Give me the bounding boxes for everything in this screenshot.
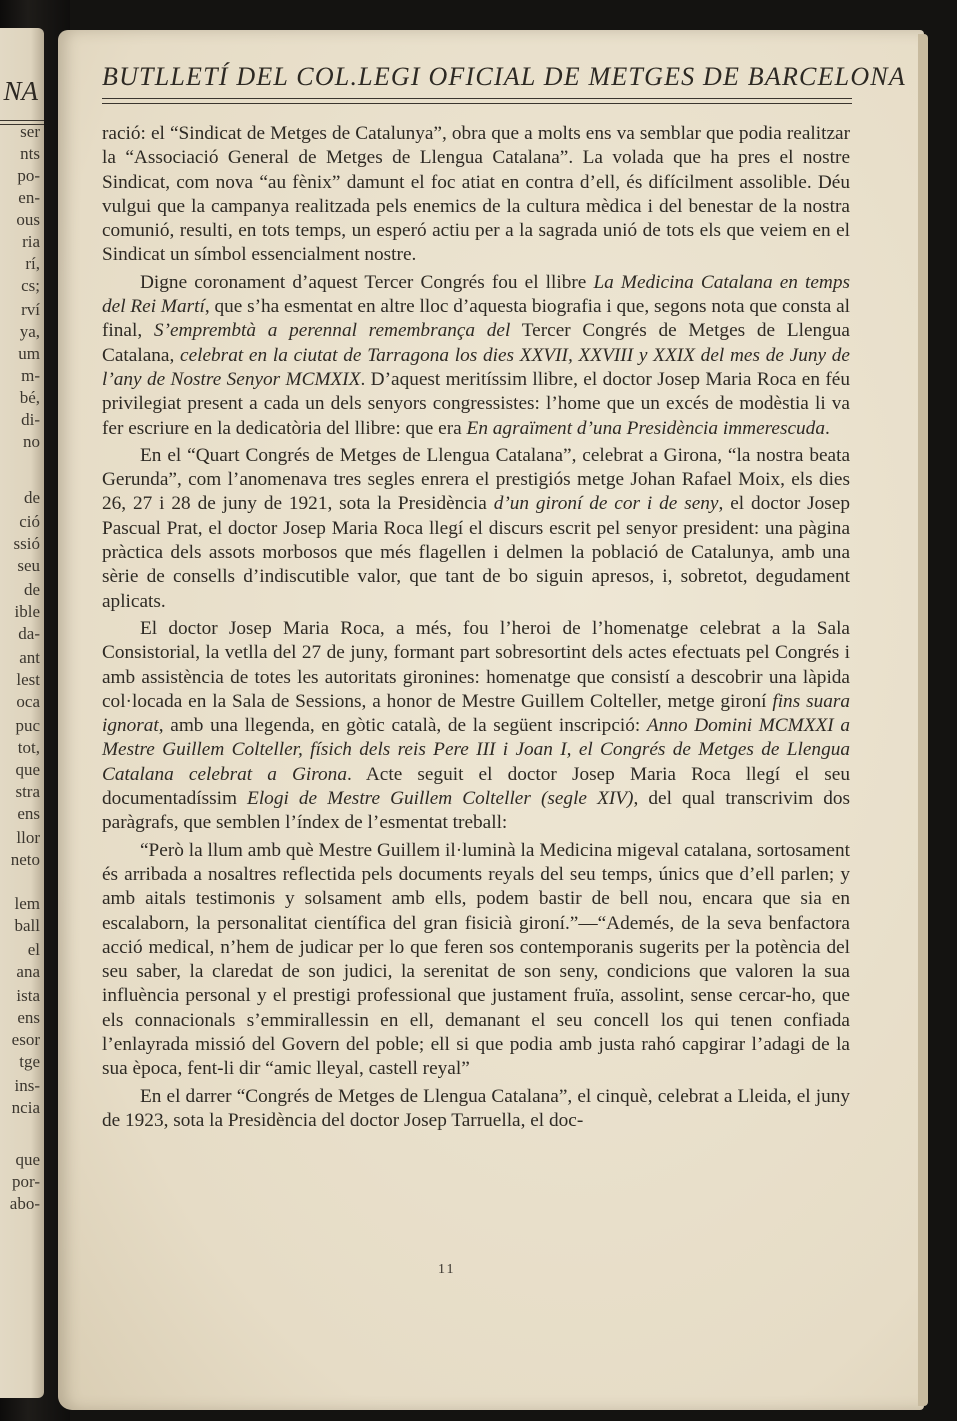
paragraph-3: En el “Quart Congrés de Metges de Llengua Catalana”, celebrat a Girona, “la nostra beata Gerunda”, com l’anomenava tres segles enrera el prestigiós metge Johan Rafael Moix, els dies 26, 27 i 28 de juny de 1921, sota la Presidència d’un gironí de cor i de seny, el doctor Josep Pascual Prat, el doctor Josep Maria Roca llegí el discurs escrit pel senyor president: una pàgina pràctica dels assots morbosos que més flagellen i delmen la població de Catalunya, amb una sèrie de consells d’indiscutible valor, que tant de bo siguin apresos, i, sobretot, degudament aplicats. (102, 444, 850, 612)
left-page-fragment: ible (14, 602, 40, 621)
left-page-fragment: ball (14, 916, 40, 935)
page-edge (918, 34, 928, 1406)
left-page-fragment: rí, (25, 254, 40, 273)
left-page-fragment: ant (19, 648, 40, 667)
left-page-fragment: lest (16, 670, 40, 689)
left-page-fragment: ció (19, 512, 40, 531)
left-page-fragment: po- (17, 166, 40, 185)
paragraph-5: “Però la llum amb què Mestre Guillem il·luminà la Medicina migeval catalana, sortosament és arribada a nosaltres reflectida pels documents reyals del seu temps, únics que d’ell parlen; y amb aitals testimonis y solsament amb ells, podem bastir de bell nou, encara que sia en escalaborn, la personalitat científica del gran fisicià gironí.”—“Ademés, de la seva benfactora acció medical, n’hem de judicar per lo que feren sos contemporanis sugerits per la potència del seu saber, la claredat de son judici, la serenitat de son seny, condicions que valoren la sua influència personal y el prestigi professional que justament fruïa, assolint, sense cercar-ho, que els connacionals s’emmirallessin en ell, demanant el seu concell los qui tenen confiada l’enlayrada missió del Govern del poble; ell si que podia amb justa rahó capgirar l’adagi de la sua època, fent-li dir “amic lleyal, castell reyal” (102, 839, 850, 1080)
left-page-fragment: ser (20, 122, 40, 141)
header-rule (102, 98, 852, 104)
left-page-fragment: m- (21, 366, 40, 385)
left-page-fragment: abo- (9, 1194, 40, 1213)
left-page-fragment: ana (16, 962, 40, 981)
left-page-fragment: el (27, 940, 40, 959)
left-page-fragment: bé, (19, 388, 40, 407)
paragraph-4: El doctor Josep Maria Roca, a més, fou l’heroi de l’homenatge celebrat a la Sala Consistorial, la vetlla del 27 de juny, formant part sobresortint dels actes efectuats pel Congrés i amb assistència de totes les autoritats gironines: homenatge que consistí a descobrir una làpida col·locada en la Sala de Sessions, a honor de Mestre Guillem Colteller, metge gironí fins suara ignorat, amb una llegenda, en gòtic català, de la següent inscripció: Anno Domini MCMXXI a Mestre Guillem Colteller, físich dels reis Pere III i Joan I, el Congrés de Metges de Llengua Catalana celebrat a Girona. Acte seguit el doctor Josep Maria Roca llegí el seu documentadíssim Elogi de Mestre Guillem Colteller (segle XIV), del qual transcrivim dos paràgrafs, que semblen l’índex de l’esmentat treball: (102, 617, 851, 834)
left-page-fragment: rví (21, 300, 40, 319)
left-page-fragment: no (23, 432, 40, 451)
left-page-fragment: de (23, 488, 40, 507)
left-page-fragment: ens (17, 804, 40, 823)
left-page-fragment: tot, (17, 738, 40, 757)
left-page-fragment: ens (17, 1008, 40, 1027)
left-page-fragment: um (18, 344, 40, 363)
body-text (102, 122, 850, 1133)
left-page-fragment: ssió (13, 534, 40, 553)
page-number: 11 (438, 1262, 456, 1277)
left-page-fragment: ins- (14, 1076, 40, 1095)
left-page-edge (0, 28, 44, 1398)
left-page-fragment: di- (21, 410, 40, 429)
left-page-fragment: puc (15, 716, 40, 735)
left-page-fragment: neto (10, 850, 40, 869)
left-page-fragment: de (23, 580, 40, 599)
left-page-fragment: que (15, 1150, 40, 1169)
left-page-fragment: da- (18, 624, 40, 643)
left-page-fragment: oca (16, 692, 40, 711)
left-page-fragment: ous (16, 210, 40, 229)
left-page-header-fragment: NA (3, 76, 38, 106)
left-page-fragment: tge (19, 1052, 40, 1071)
running-head: BUTLLETÍ DEL COL.LEGI OFICIAL DE METGES DE BARCELONA (102, 62, 906, 91)
left-page-fragment: por- (12, 1172, 40, 1191)
left-page-fragment: llor (16, 828, 40, 847)
left-page-fragment: cs; (21, 276, 40, 295)
left-page-fragment: stra (15, 782, 40, 801)
left-page-fragment: en- (18, 188, 40, 207)
left-page-fragment: lem (14, 894, 40, 913)
left-page-fragment: ista (16, 986, 40, 1005)
left-page-fragment: seu (17, 556, 40, 575)
paragraph-2: Digne coronament d’aquest Tercer Congrés fou el llibre La Medicina Catalana en temps del Rei Martí, que s’ha esmentat en altre lloc d’aquesta biografia i que, segons nota que consta al final, S’emprembtà a perennal remembrança del Tercer Congrés de Metges de Llengua Catalana, celebrat en la ciutat de Tarragona los dies XXVII, XXVIII y XXIX del mes de Juny de l’any de Nostre Senyor MCMXIX. D’aquest meritíssim llibre, el doctor Josep Maria Roca en féu privilegiat present a cada un dels senyors congressistes: l’home que un excés de modèstia li va fer escriure en la dedicatòria del llibre: que era En agraïment d’una Presidència immerescuda. (102, 271, 851, 439)
left-page-fragment: ncia (11, 1098, 40, 1117)
left-page-fragment: ya, (19, 322, 40, 341)
left-page-fragment: que (15, 760, 40, 779)
left-page-fragment: nts (20, 144, 40, 163)
left-page-fragment: esor (11, 1030, 40, 1049)
paragraph-6: En el darrer “Congrés de Metges de Llengua Catalana”, el cinquè, celebrat a Lleida, el juny de 1923, sota la Presidència del doctor Josep Tarruella, el doc- (102, 1085, 850, 1131)
left-page-fragment: ria (22, 232, 40, 251)
paragraph-1: ració: el “Sindicat de Metges de Catalunya”, obra que a molts ens va semblar que podia realitzar la “Associació General de Metges de Llengua Catalana”. La volada que ha pres el nostre Sindicat, com nova “au fènix” damunt el foc atiat en contra d’ell, és difícilment assolible. Déu vulgui que la campanya realitzada pels enemics de la cultura mèdica i del benestar de la nostra comunió, resulti, en tots temps, un esperó actiu per a la sagrada unió de tots els que veiem en el Sindicat un símbol essencialment nostre. (102, 123, 850, 266)
